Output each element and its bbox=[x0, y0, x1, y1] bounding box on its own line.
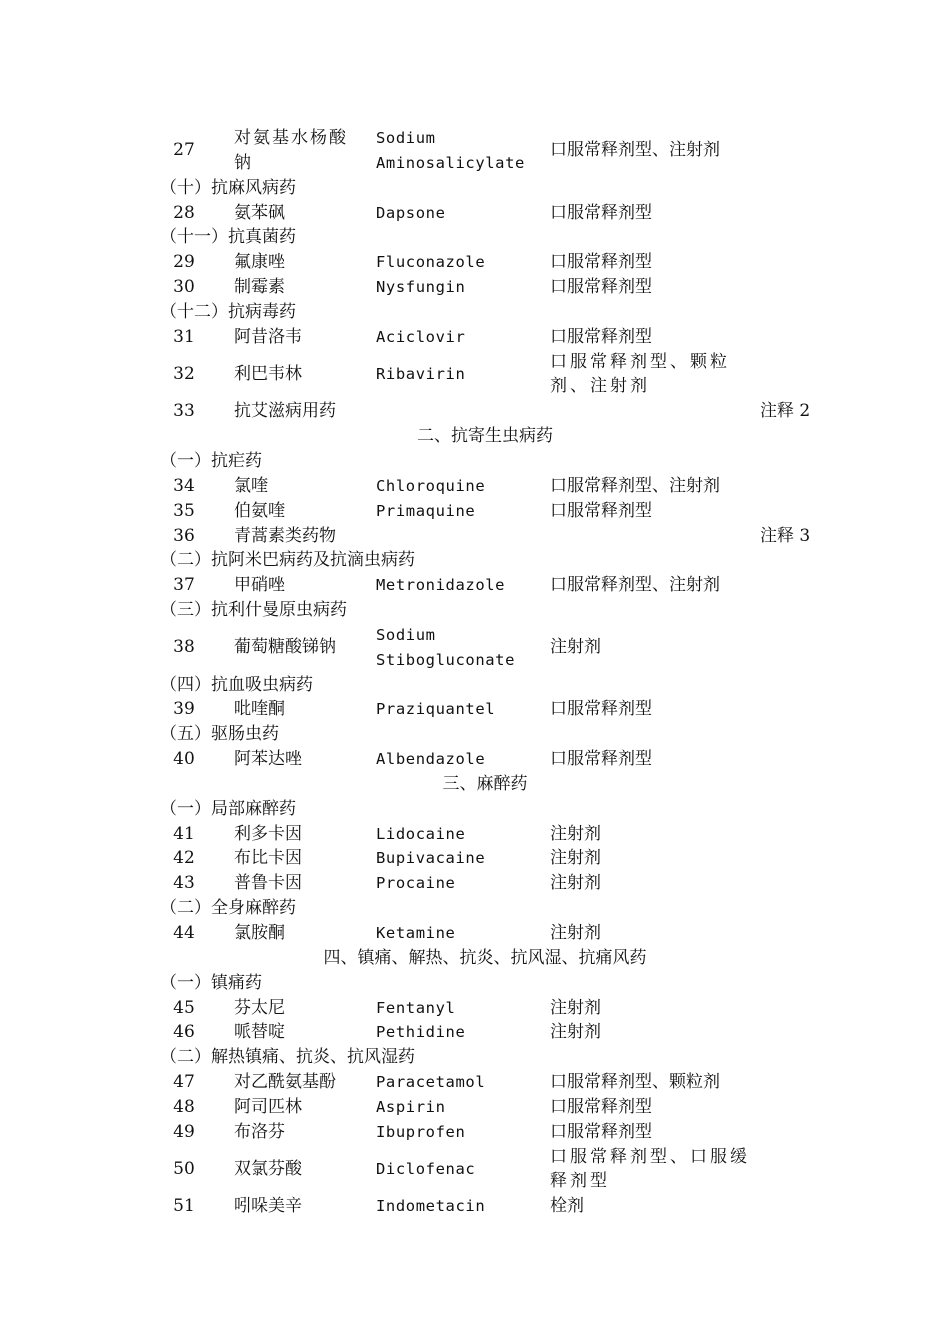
table-row bbox=[0, 697, 950, 722]
drug-name-cn: 阿苯达唑 bbox=[234, 749, 302, 770]
drug-name-cn: 伯氨喹 bbox=[234, 500, 285, 521]
section-row bbox=[0, 772, 950, 797]
subcategory-heading: （一）抗疟药 bbox=[160, 450, 262, 471]
drug-note: 注释 2 bbox=[760, 401, 811, 422]
drug-number: 35 bbox=[173, 500, 195, 521]
drug-name-en: Fluconazole bbox=[376, 253, 486, 272]
drug-note: 注释 3 bbox=[760, 525, 811, 546]
subcategory-heading: （十一）抗真菌药 bbox=[160, 227, 296, 248]
table-row bbox=[0, 1070, 950, 1095]
dosage-form: 口服常释剂型、注射剂 bbox=[550, 575, 720, 596]
subcategory-row bbox=[0, 300, 950, 325]
subcategory-row bbox=[0, 673, 950, 698]
drug-name-cn: 吡喹酮 bbox=[234, 699, 285, 720]
drug-name-en: Procaine bbox=[376, 874, 456, 893]
drug-number: 44 bbox=[173, 923, 195, 943]
drug-name-en: Sodium Aminosalicylate bbox=[376, 129, 525, 172]
dosage-form: 栓剂 bbox=[550, 1196, 584, 1217]
dosage-form: 注射剂 bbox=[550, 637, 601, 658]
table-row bbox=[0, 524, 950, 549]
drug-name-en: Aciclovir bbox=[376, 327, 466, 346]
drug-name-en: Bupivacaine bbox=[376, 849, 486, 868]
drug-name-en: Praziquantel bbox=[376, 700, 496, 719]
table-row bbox=[0, 921, 950, 946]
subcategory-row bbox=[0, 1045, 950, 1070]
table-row bbox=[0, 1095, 950, 1120]
drug-name-en: Chloroquine bbox=[376, 476, 486, 495]
drug-number: 51 bbox=[173, 1196, 195, 1217]
subcategory-heading: （二）抗阿米巴病药及抗滴虫病药 bbox=[160, 550, 415, 571]
subcategory-row bbox=[0, 548, 950, 573]
dosage-form: 口服常释剂型、颗粒剂、注射剂 bbox=[550, 351, 730, 397]
table-row bbox=[0, 871, 950, 896]
drug-name-en: Metronidazole bbox=[376, 576, 506, 595]
dosage-form: 注射剂 bbox=[550, 923, 601, 943]
dosage-form: 口服常释剂型 bbox=[550, 252, 652, 273]
drug-name-en: Aspirin bbox=[376, 1097, 446, 1116]
drug-number: 30 bbox=[173, 277, 195, 298]
dosage-form: 口服常释剂型 bbox=[550, 277, 652, 298]
drug-number: 27 bbox=[173, 140, 195, 161]
drug-name-en: Dapsone bbox=[376, 203, 446, 222]
drug-name-en: Primaquine bbox=[376, 501, 476, 520]
drug-name-cn: 普鲁卡因 bbox=[234, 873, 302, 894]
dosage-form: 注射剂 bbox=[550, 848, 601, 869]
subcategory-heading: （四）抗血吸虫病药 bbox=[160, 674, 313, 695]
table-row bbox=[0, 399, 950, 424]
table-row bbox=[0, 623, 950, 673]
subcategory-heading: （十二）抗病毒药 bbox=[160, 301, 296, 322]
dosage-form: 注射剂 bbox=[550, 997, 601, 1018]
subcategory-heading: （一）镇痛药 bbox=[160, 972, 262, 993]
drug-number: 37 bbox=[173, 575, 195, 596]
drug-number: 32 bbox=[173, 363, 195, 384]
drug-number: 43 bbox=[173, 873, 195, 894]
drug-name-cn: 对氨基水杨酸钠 bbox=[234, 128, 348, 173]
drug-number: 45 bbox=[173, 997, 195, 1018]
dosage-form: 口服常释剂型 bbox=[550, 749, 652, 770]
drug-name-cn: 阿司匹林 bbox=[234, 1096, 302, 1117]
section-heading: 二、抗寄生虫病药 bbox=[417, 426, 553, 447]
drug-number: 39 bbox=[173, 699, 195, 720]
table-row bbox=[0, 250, 950, 275]
table-row bbox=[0, 499, 950, 524]
drug-number: 48 bbox=[173, 1096, 195, 1117]
drug-name-en: Sodium Stibogluconate bbox=[376, 625, 516, 669]
table-row bbox=[0, 747, 950, 772]
drug-number: 47 bbox=[173, 1072, 195, 1093]
drug-name-en: Nysfungin bbox=[376, 278, 466, 297]
table-row bbox=[0, 474, 950, 499]
drug-number: 36 bbox=[173, 525, 195, 546]
subcategory-heading: （一）局部麻醉药 bbox=[160, 798, 296, 819]
dosage-form: 口服常释剂型 bbox=[550, 326, 652, 347]
dosage-form: 口服常释剂型、注射剂 bbox=[550, 140, 720, 161]
drug-name-cn: 哌替啶 bbox=[234, 1022, 285, 1043]
drug-number: 38 bbox=[173, 637, 195, 658]
drug-name-cn: 葡萄糖酸锑钠 bbox=[234, 637, 336, 658]
subcategory-heading: （二）全身麻醉药 bbox=[160, 898, 296, 919]
table-row bbox=[0, 1020, 950, 1045]
table-row bbox=[0, 126, 950, 176]
subcategory-row bbox=[0, 598, 950, 623]
drug-number: 42 bbox=[173, 848, 195, 869]
table-row bbox=[0, 1120, 950, 1145]
section-heading: 四、镇痛、解热、抗炎、抗风湿、抗痛风药 bbox=[323, 947, 647, 968]
drug-name-cn: 青蒿素类药物 bbox=[234, 525, 336, 546]
drug-number: 34 bbox=[173, 475, 195, 496]
dosage-form: 注射剂 bbox=[550, 823, 601, 844]
drug-number: 46 bbox=[173, 1022, 195, 1043]
drug-name-en: Ibuprofen bbox=[376, 1122, 466, 1141]
table-row bbox=[0, 996, 950, 1021]
drug-name-cn: 布比卡因 bbox=[234, 848, 302, 869]
drug-number: 49 bbox=[173, 1121, 195, 1142]
table-row bbox=[0, 846, 950, 871]
table-row bbox=[0, 350, 950, 400]
drug-name-en: Fentanyl bbox=[376, 998, 456, 1017]
drug-name-en: Pethidine bbox=[376, 1023, 466, 1042]
subcategory-heading: （二）解热镇痛、抗炎、抗风湿药 bbox=[160, 1047, 415, 1068]
subcategory-row bbox=[0, 225, 950, 250]
drug-number: 41 bbox=[173, 823, 195, 844]
drug-name-cn: 双氯芬酸 bbox=[234, 1158, 302, 1179]
drug-name-en: Ribavirin bbox=[376, 364, 466, 383]
dosage-form: 口服常释剂型、颗粒剂 bbox=[550, 1072, 720, 1093]
subcategory-heading: （十）抗麻风病药 bbox=[160, 177, 296, 198]
dosage-form: 注射剂 bbox=[550, 873, 601, 894]
subcategory-row bbox=[0, 449, 950, 474]
drug-number: 28 bbox=[173, 202, 195, 223]
drug-name-cn: 吲哚美辛 bbox=[234, 1196, 302, 1217]
drug-name-cn: 芬太尼 bbox=[234, 997, 285, 1018]
table-row bbox=[0, 325, 950, 350]
subcategory-row bbox=[0, 176, 950, 201]
table-row bbox=[0, 1145, 950, 1195]
dosage-form: 口服常释剂型 bbox=[550, 1096, 652, 1117]
section-heading: 三、麻醉药 bbox=[442, 773, 528, 794]
table-row bbox=[0, 573, 950, 598]
table-row bbox=[0, 822, 950, 847]
drug-name-cn: 氯喹 bbox=[234, 475, 268, 496]
dosage-form: 口服常释剂型 bbox=[550, 1121, 652, 1142]
dosage-form: 口服常释剂型 bbox=[550, 500, 652, 521]
table-row bbox=[0, 275, 950, 300]
drug-name-cn: 对乙酰氨基酚 bbox=[234, 1072, 336, 1093]
drug-number: 29 bbox=[173, 252, 195, 273]
drug-name-en: Indometacin bbox=[376, 1197, 486, 1216]
drug-name-cn: 抗艾滋病用药 bbox=[234, 401, 336, 422]
dosage-form: 口服常释剂型、注射剂 bbox=[550, 475, 720, 496]
drug-name-en: Ketamine bbox=[376, 924, 456, 942]
drug-name-cn: 甲硝唑 bbox=[234, 575, 285, 596]
drug-number: 40 bbox=[173, 749, 195, 770]
drug-number: 50 bbox=[173, 1158, 195, 1179]
drug-number: 31 bbox=[173, 326, 195, 347]
drug-name-en: Diclofenac bbox=[376, 1159, 476, 1178]
dosage-form: 口服常释剂型、口服缓释剂型 bbox=[550, 1146, 750, 1192]
section-row bbox=[0, 946, 950, 971]
drug-name-en: Albendazole bbox=[376, 750, 486, 769]
section-row bbox=[0, 424, 950, 449]
dosage-form: 注射剂 bbox=[550, 1022, 601, 1043]
table-row bbox=[0, 1194, 950, 1219]
drug-name-cn: 制霉素 bbox=[234, 277, 285, 298]
drug-name-cn: 氟康唑 bbox=[234, 252, 285, 273]
drug-name-cn: 氯胺酮 bbox=[234, 923, 285, 943]
drug-name-en: Paracetamol bbox=[376, 1073, 486, 1092]
drug-list bbox=[0, 126, 950, 1219]
drug-name-cn: 阿昔洛韦 bbox=[234, 326, 302, 347]
table-row bbox=[0, 201, 950, 226]
subcategory-heading: （五）驱肠虫药 bbox=[160, 724, 279, 745]
drug-name-cn: 布洛芬 bbox=[234, 1121, 285, 1142]
dosage-form: 口服常释剂型 bbox=[550, 699, 652, 720]
subcategory-row bbox=[0, 722, 950, 747]
drug-number: 33 bbox=[173, 401, 195, 422]
drug-name-en: Lidocaine bbox=[376, 824, 466, 843]
dosage-form: 口服常释剂型 bbox=[550, 202, 652, 223]
subcategory-row bbox=[0, 971, 950, 996]
subcategory-heading: （三）抗利什曼原虫病药 bbox=[160, 600, 347, 621]
subcategory-row bbox=[0, 896, 950, 921]
subcategory-row bbox=[0, 797, 950, 822]
drug-name-cn: 氨苯砜 bbox=[234, 202, 285, 223]
drug-name-cn: 利多卡因 bbox=[234, 823, 302, 844]
drug-name-cn: 利巴韦林 bbox=[234, 363, 302, 384]
